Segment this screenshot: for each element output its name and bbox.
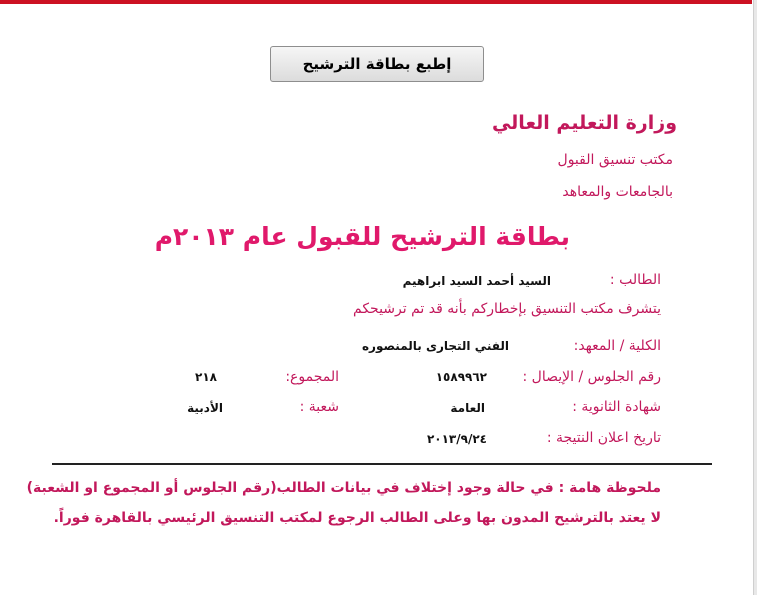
result-date-label: تاريخ اعلان النتيجة : <box>546 430 661 446</box>
office-line-1: مكتب تنسيق القبول <box>557 152 673 168</box>
student-value: السيد أحمد السيد ابراهيم <box>402 274 551 288</box>
result-date-value: ٢٠١٣/٩/٢٤ <box>426 432 487 446</box>
seat-number-label: رقم الجلوس / الإيصال : <box>522 369 661 385</box>
college-value: الفني التجارى بالمنصوره <box>361 339 509 353</box>
ministry-heading: وزارة التعليم العالي <box>491 112 677 134</box>
important-note-line-2: لا يعتد بالترشيح المدون بها وعلى الطالب الرجوع لمكتب التنسيق الرئيسي بالقاهرة فوراً. <box>53 510 661 526</box>
total-label: المجموع: <box>285 369 339 385</box>
seat-number-value: ١٥٨٩٩٦٢ <box>435 370 487 384</box>
college-label: الكلية / المعهد: <box>573 338 661 354</box>
top-accent-bar <box>0 0 752 4</box>
divider <box>52 463 712 465</box>
important-note-line-1: ملحوظة هامة : في حالة وجود إختلاف في بيانات الطالب(رقم الجلوس أو المجموع او الشعبة) <box>26 480 661 496</box>
certificate-label: شهادة الثانوية : <box>572 399 661 415</box>
branch-label: شعبة : <box>299 399 339 415</box>
student-label: الطالب : <box>609 272 661 288</box>
scrollbar[interactable] <box>753 0 757 595</box>
total-value: ٢١٨ <box>195 370 217 384</box>
nomination-notice: يتشرف مكتب التنسيق بإخطاركم بأنه قد تم ترشيحكم <box>353 301 661 317</box>
branch-value: الأدبية <box>187 401 223 415</box>
certificate-value: العامة <box>450 401 485 415</box>
office-line-2: بالجامعات والمعاهد <box>562 184 673 200</box>
print-card-button[interactable]: إطبع بطاقة الترشيح <box>270 46 484 82</box>
page-title: بطاقة الترشيح للقبول عام ٢٠١٣م <box>154 222 570 251</box>
